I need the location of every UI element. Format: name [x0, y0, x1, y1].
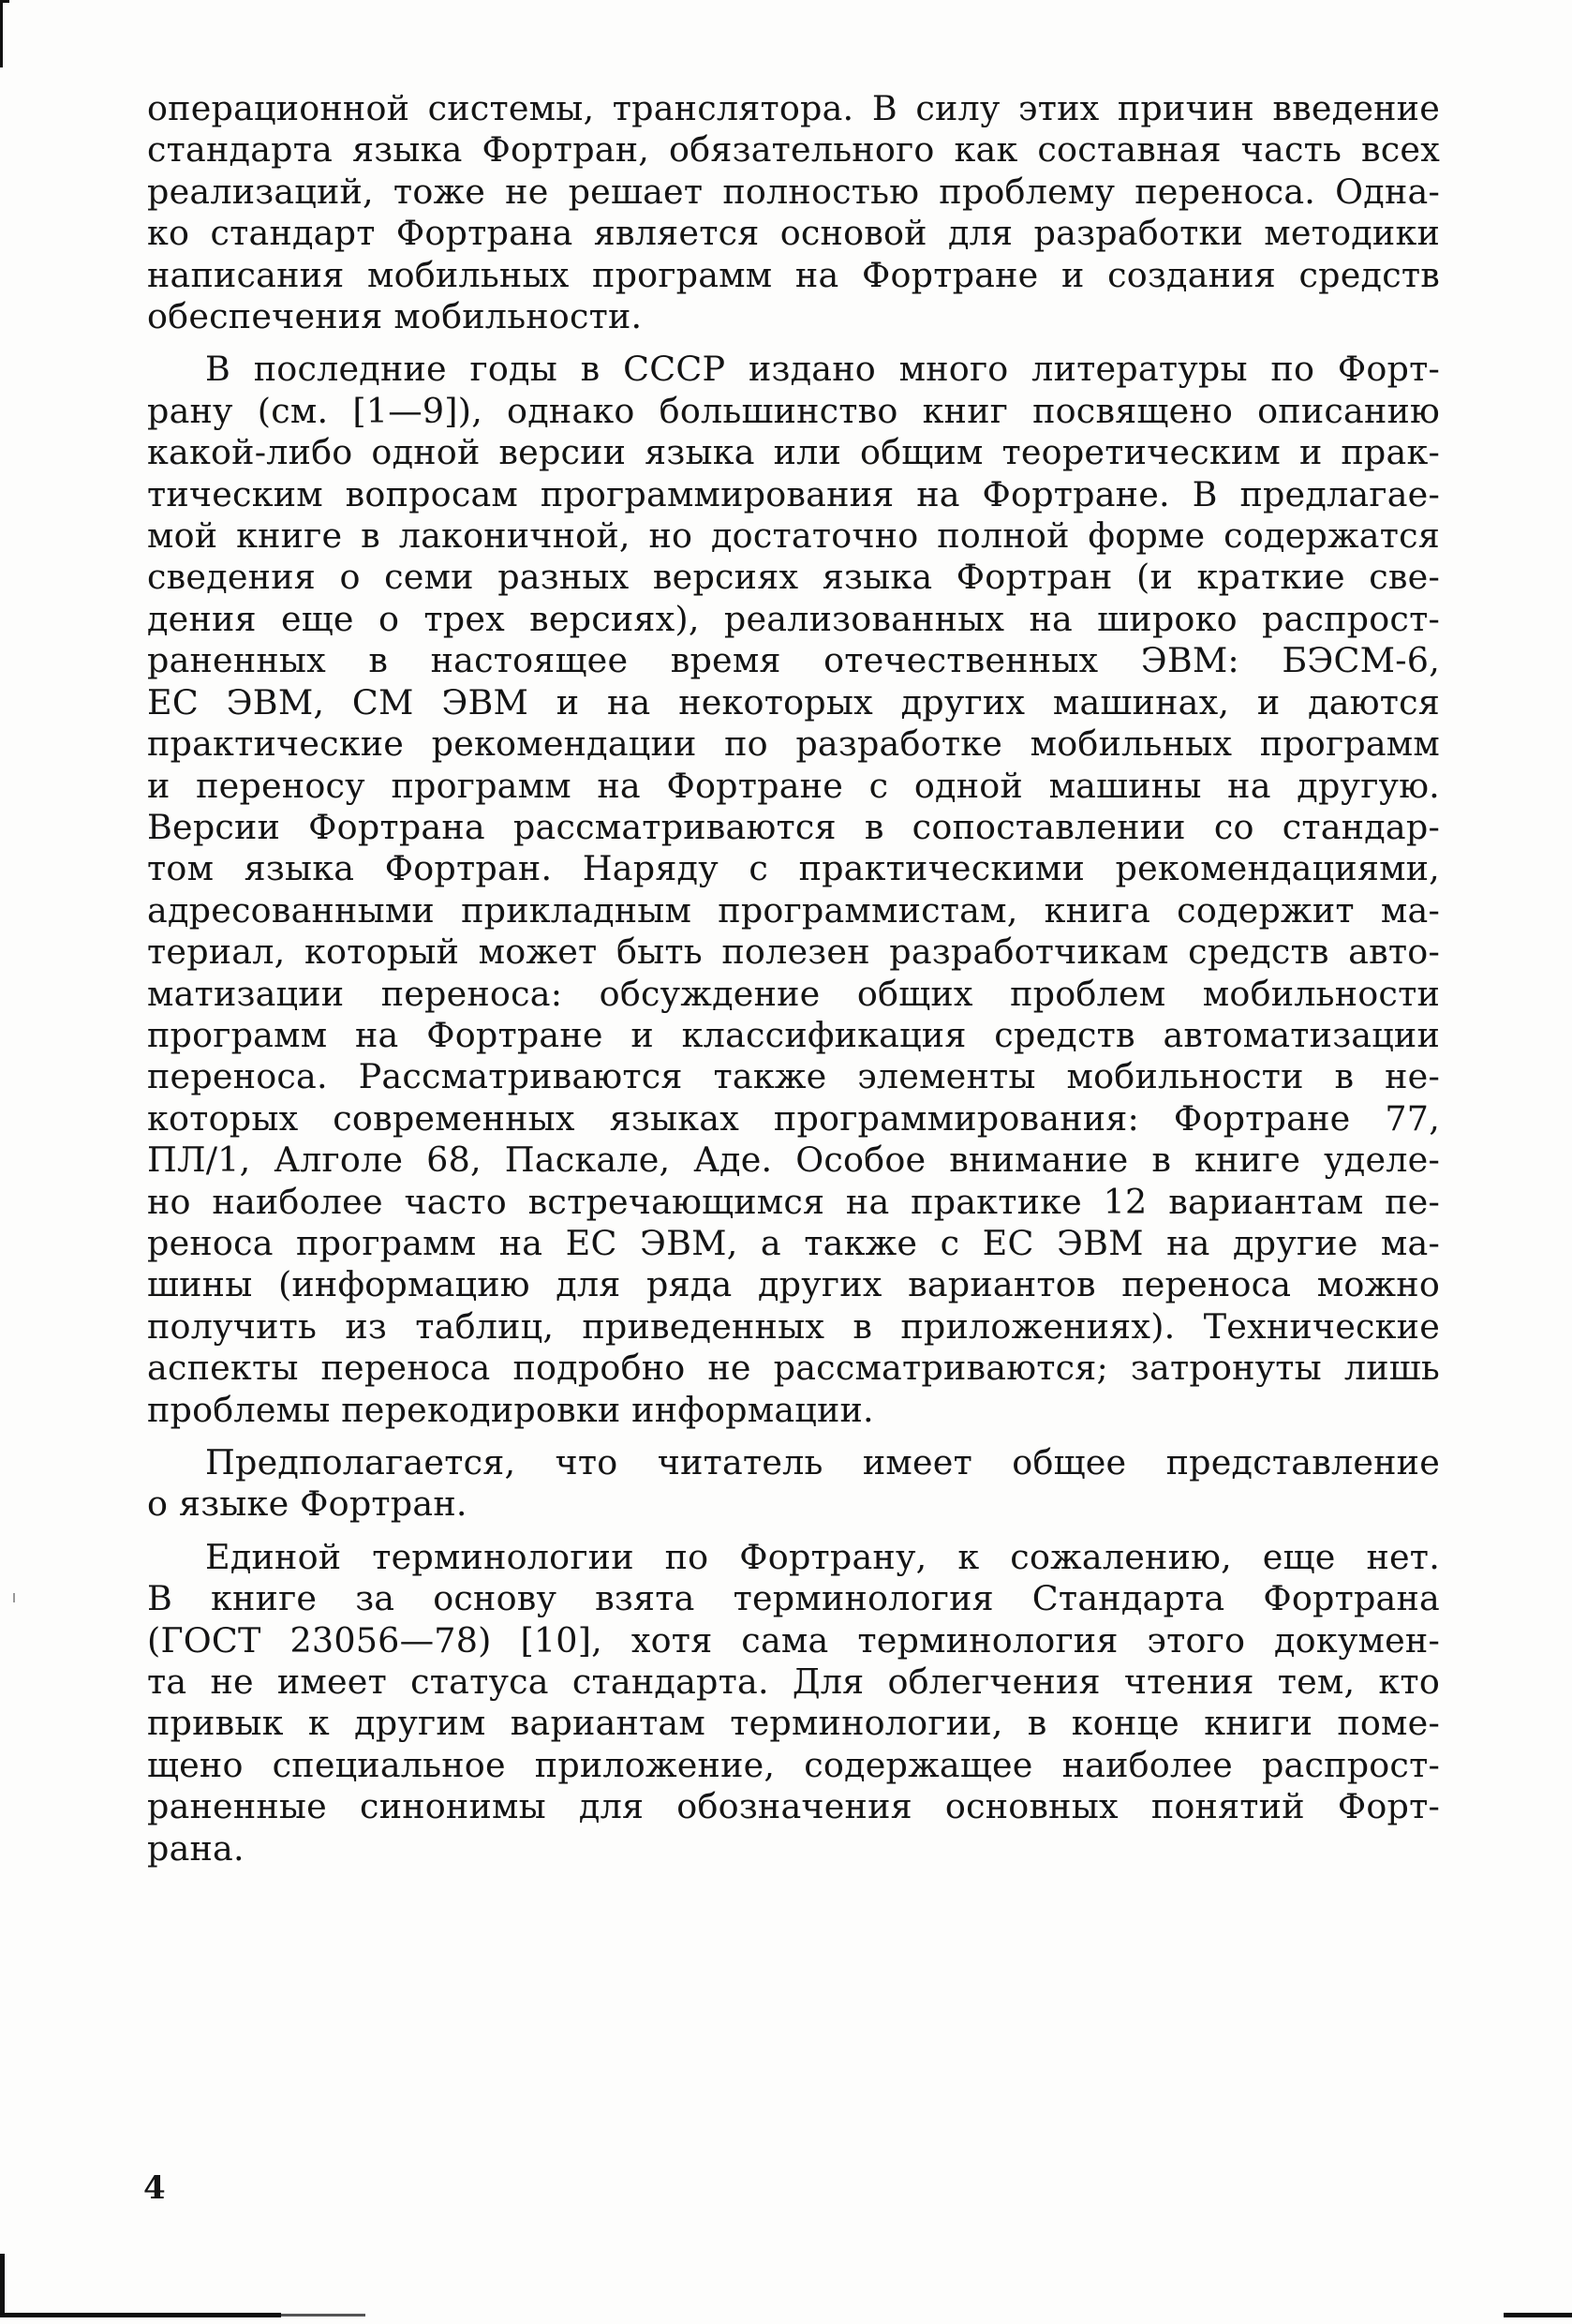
text-line: программ на Фортране и классификация средств автоматизации — [147, 1014, 1440, 1055]
text-line: ко стандарт Фортрана является основой для разработки методики — [147, 213, 1440, 254]
text-line: какой-либо одной версии языка или общим теоретическим и прак- — [147, 432, 1440, 473]
page-number: 4 — [143, 2169, 166, 2207]
text-line: адресованными прикладным программистам, книга содержит ма- — [147, 889, 1440, 931]
paragraph-4 — [147, 1537, 1440, 1870]
text-line: рану (см. [1—9]), однако большинство книг посвящено описанию — [147, 390, 1440, 431]
text-line: В последние годы в СССР издано много литературы по Форт- — [205, 349, 1440, 390]
text-line: стандарта языка Фортран, обязательного как составная часть всех — [147, 129, 1440, 171]
text-line: дения еще о трех версиях), реализованных на широко распрост- — [147, 598, 1440, 639]
text-line: матизации переноса: обсуждение общих проблем мобильности — [147, 973, 1440, 1014]
text-line: шины (информацию для ряда других вариантов переноса можно — [147, 1264, 1440, 1305]
text-line: мой книге в лаконичной, но достаточно полной форме содержатся — [147, 515, 1440, 557]
text-line: практические рекомендации по разработке мобильных программ — [147, 723, 1440, 765]
text-line: териал, который может быть полезен разработчикам средств авто- — [147, 931, 1440, 973]
text-line: получить из таблиц, приведенных в приложениях). Технические — [147, 1305, 1440, 1347]
text-line: Предполагается, что читатель имеет общее представление — [205, 1442, 1440, 1482]
paragraph-3 — [147, 1442, 1440, 1526]
text-line: ПЛ/1, Алголе 68, Паскале, Аде. Особое внимание в книге уделе- — [147, 1140, 1440, 1181]
text-line: реализаций, тоже не решает полностью проблему переноса. Одна- — [147, 171, 1440, 212]
text-line: реноса программ на ЕС ЭВМ, а также с ЕС ЭВМ на другие ма- — [147, 1222, 1440, 1263]
text-line: обеспечения мобильности. — [147, 296, 643, 337]
text-line: аспекты переноса подробно не рассматриваются; затронуты лишь — [147, 1348, 1440, 1389]
crop-mark-bottom-left — [0, 2254, 5, 2317]
text-line: но наиболее часто встречающимся на практике 12 вариантам пе- — [147, 1181, 1440, 1222]
text-line: рана. — [147, 1827, 245, 1869]
bottom-rule — [0, 2313, 1565, 2318]
text-line: раненных в настоящее время отечественных ЭВМ: БЭСМ-6, — [147, 640, 1440, 681]
text-line: раненные синонимы для обозначения основных понятий Форт- — [147, 1786, 1440, 1827]
text-line: сведения о семи разных версиях языка Фортран (и краткие све- — [147, 557, 1440, 598]
text-line: и переносу программ на Фортране с одной машины на другую. — [147, 765, 1440, 806]
text-line: (ГОСТ 23056—78) [10], хотя сама терминология этого докумен- — [147, 1619, 1440, 1661]
bottom-rule-left-segment — [0, 2313, 281, 2317]
bottom-rule-middle-segment — [281, 2314, 365, 2317]
body-text — [147, 88, 1440, 1881]
text-line: тическим вопросам программирования на Фортране. В предлагае- — [147, 473, 1440, 514]
text-line: проблемы перекодировки информации. — [147, 1389, 874, 1430]
text-line: щено специальное приложение, содержащее наиболее распрост- — [147, 1744, 1440, 1785]
text-line: о языке Фортран. — [147, 1483, 467, 1525]
paragraph-2 — [147, 349, 1440, 1431]
bottom-rule-right-segment — [1504, 2313, 1572, 2317]
text-line: Версии Фортрана рассматриваются в сопоставлении со стандар- — [147, 806, 1440, 847]
text-line: В книге за основу взята терминология Стандарта Фортрана — [147, 1578, 1440, 1619]
text-line: которых современных языках программирования: Фортране 77, — [147, 1097, 1440, 1139]
text-line: привык к другим вариантам терминологии, в конце книги поме- — [147, 1703, 1440, 1744]
crop-mark-top-left-tick — [0, 0, 9, 3]
text-line: том языка Фортран. Наряду с практическими рекомендациями, — [147, 848, 1440, 889]
text-line: операционной системы, транслятора. В силу этих причин введение — [147, 88, 1440, 128]
text-line: ЕС ЭВМ, СМ ЭВМ и на некоторых других машинах, и даются — [147, 681, 1440, 723]
text-line: та не имеет статуса стандарта. Для облегчения чтения тем, кто — [147, 1661, 1440, 1703]
paragraph-1 — [147, 88, 1440, 337]
crop-mark-top-left — [0, 0, 3, 67]
text-line: Единой терминологии по Фортрану, к сожалению, еще нет. — [205, 1536, 1440, 1577]
scan-speck — [13, 1593, 15, 1602]
text-line: написания мобильных программ на Фортране и создания средств — [147, 254, 1440, 295]
text-line: переноса. Рассматриваются также элементы мобильности в не- — [147, 1056, 1440, 1097]
